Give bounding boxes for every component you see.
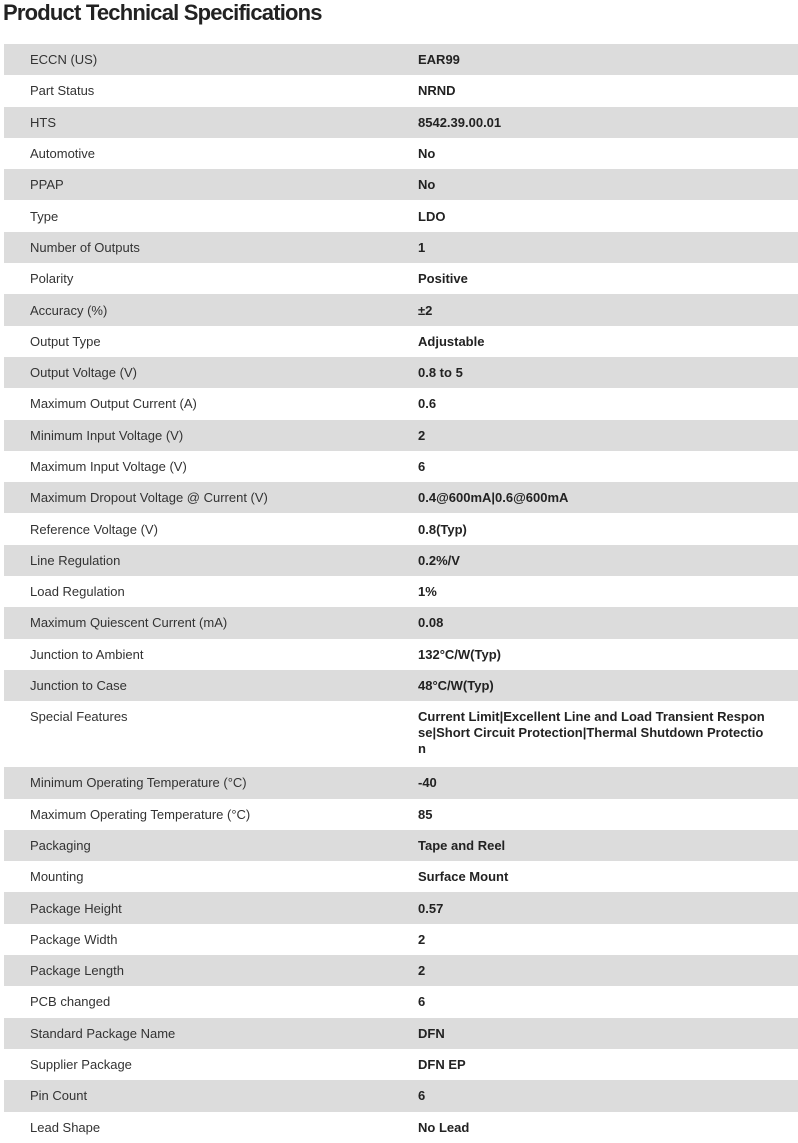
spec-row: [4, 482, 798, 513]
spec-label: Junction to Case: [30, 678, 127, 694]
spec-row: [4, 138, 798, 169]
spec-value: Surface Mount: [418, 869, 509, 885]
spec-label: PCB changed: [30, 994, 111, 1010]
spec-value: 6: [418, 459, 426, 474]
spec-label: Automotive: [30, 146, 96, 162]
spec-row: [4, 200, 798, 231]
spec-row: [4, 357, 798, 388]
spec-row: [4, 388, 798, 419]
spec-value: 0.57: [418, 900, 444, 916]
spec-value: DFN: [418, 1025, 445, 1041]
spec-value: 2: [418, 427, 426, 443]
spec-value: EAR99: [418, 52, 460, 68]
spec-value: LDO: [418, 208, 446, 224]
spec-label: Polarity: [30, 271, 74, 287]
spec-value: 6: [418, 1088, 426, 1104]
spec-label: Load Regulation: [30, 584, 125, 600]
spec-row: [4, 576, 798, 607]
spec-label: Line Regulation: [30, 552, 121, 568]
spec-row: [4, 420, 798, 451]
spec-label: Maximum Output Current (A): [30, 396, 197, 412]
spec-row: [4, 326, 798, 357]
spec-label: Lead Shape: [30, 1119, 101, 1135]
spec-row: [4, 607, 798, 638]
spec-label: Maximum Quiescent Current (mA): [30, 615, 228, 631]
spec-label: Minimum Input Voltage (V): [30, 427, 184, 443]
spec-row: [4, 44, 798, 75]
spec-value: 2: [418, 963, 426, 979]
spec-label: Output Type: [30, 333, 101, 349]
spec-value: Current Limit|Excellent Line and Load Transient Response|Short Circuit Protection|Thermal Shutdown Protection: [418, 709, 765, 757]
spec-value: -40: [418, 775, 437, 791]
spec-value: NRND: [418, 83, 456, 99]
spec-value: No: [418, 177, 436, 193]
spec-value: 48°C/W(Typ): [418, 678, 494, 694]
spec-label: Pin Count: [30, 1088, 88, 1104]
spec-label: Junction to Ambient: [30, 646, 144, 662]
spec-row: [4, 639, 798, 670]
spec-value: DFN EP: [418, 1057, 466, 1073]
spec-label: Maximum Operating Temperature (°C): [30, 806, 251, 822]
spec-row: [4, 451, 798, 482]
spec-value: ±2: [418, 302, 433, 318]
spec-value: No Lead: [418, 1119, 470, 1135]
spec-row: [4, 513, 798, 544]
spec-value: 1%: [418, 584, 437, 600]
spec-label: Mounting: [30, 869, 84, 885]
spec-value: 0.8 to 5: [418, 365, 463, 381]
spec-label: Special Features: [30, 709, 128, 725]
spec-label: Type: [30, 208, 59, 224]
spec-row: [4, 75, 798, 106]
spec-row: [4, 861, 798, 892]
spec-row: [4, 701, 798, 767]
spec-label: Packaging: [30, 837, 91, 853]
spec-row: [4, 545, 798, 576]
spec-row: [4, 955, 798, 986]
spec-value: Tape and Reel: [418, 837, 506, 853]
spec-row: [4, 107, 798, 138]
spec-row: [4, 799, 798, 830]
spec-label: Number of Outputs: [30, 239, 140, 255]
spec-label: Supplier Package: [30, 1057, 132, 1073]
spec-table: [4, 44, 798, 1143]
spec-row: [4, 892, 798, 923]
spec-value: 132°C/W(Typ): [418, 646, 501, 662]
spec-value: No: [418, 146, 436, 162]
spec-value: 0.2%/V: [418, 552, 460, 568]
spec-value: 0.4@600mA|0.6@600mA: [418, 490, 569, 506]
spec-row: [4, 263, 798, 294]
spec-label: Output Voltage (V): [30, 365, 137, 381]
spec-row: [4, 767, 798, 798]
spec-label: ECCN (US): [30, 52, 98, 68]
page-title: Product Technical Specifications: [3, 0, 322, 25]
spec-label: Maximum Input Voltage (V): [30, 459, 187, 474]
spec-label: Maximum Dropout Voltage @ Current (V): [30, 490, 268, 506]
spec-row: [4, 924, 798, 955]
spec-row: [4, 232, 798, 263]
spec-row: [4, 1018, 798, 1049]
spec-label: Standard Package Name: [30, 1025, 176, 1041]
spec-label: PPAP: [30, 177, 64, 193]
spec-label: Part Status: [30, 83, 95, 99]
spec-value: 2: [418, 931, 426, 947]
spec-value: 0.6: [418, 396, 437, 412]
spec-label: Package Width: [30, 931, 118, 947]
spec-value: Adjustable: [418, 333, 485, 349]
spec-value: Positive: [418, 271, 468, 287]
spec-value: 6: [418, 994, 426, 1010]
spec-row: [4, 986, 798, 1017]
spec-value: 85: [418, 806, 433, 822]
spec-value: 0.08: [418, 615, 444, 631]
spec-label: Minimum Operating Temperature (°C): [30, 775, 247, 791]
spec-label: HTS: [30, 114, 56, 130]
spec-row: [4, 670, 798, 701]
spec-row: [4, 169, 798, 200]
spec-value: 1: [418, 239, 426, 255]
spec-value: 8542.39.00.01: [418, 114, 502, 130]
spec-row: [4, 1112, 798, 1143]
spec-row: [4, 294, 798, 325]
spec-label: Reference Voltage (V): [30, 521, 158, 537]
spec-label: Package Length: [30, 963, 124, 979]
spec-label: Package Height: [30, 900, 122, 916]
spec-row: [4, 1080, 798, 1111]
spec-row: [4, 830, 798, 861]
spec-row: [4, 1049, 798, 1080]
spec-label: Accuracy (%): [30, 302, 108, 318]
spec-value: 0.8(Typ): [418, 521, 467, 537]
